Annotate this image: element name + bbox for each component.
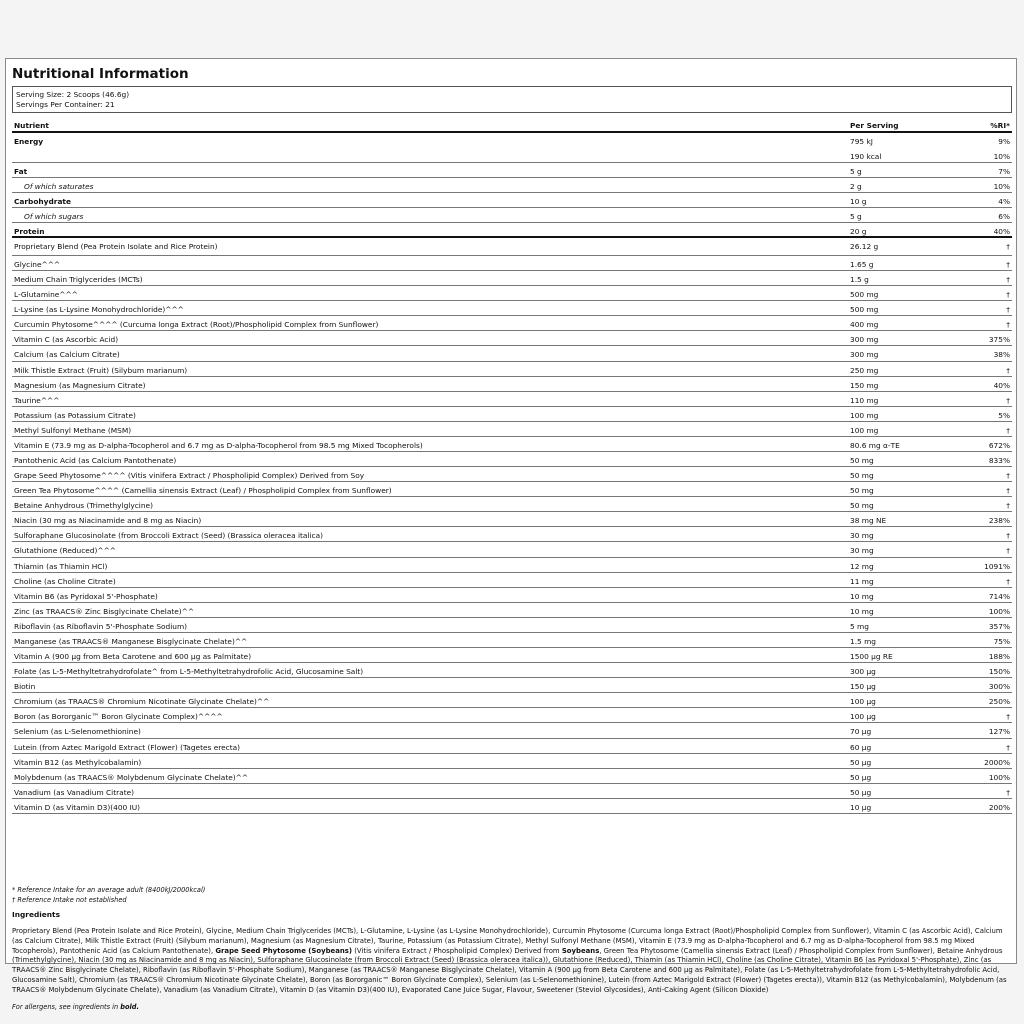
nutrient-serving: 100 mg — [850, 410, 879, 420]
nutrient-ri: 200% — [988, 802, 1010, 812]
header-per-serving: Per Serving — [850, 121, 899, 130]
nutrient-ri: † — [1006, 425, 1010, 435]
table-row — [12, 723, 1012, 738]
nutrient-name: Grape Seed Phytosome^^^^ (Vitis vinifera Extract / Phospholipid Complex) Derived from Soy — [14, 471, 365, 481]
nutrient-ri: 375% — [988, 335, 1010, 345]
nutrient-name: L-Lysine (as L-Lysine Monohydrochloride)^^^ — [14, 305, 184, 315]
nutrient-ri: † — [1006, 712, 1010, 722]
nutrient-name: Taurine^^^ — [14, 395, 60, 405]
nutrient-name: Vitamin E (73.9 mg as D-alpha-Tocopherol and 6.7 mg as D-alpha-Tocopherol from 98.5 mg Mixed Tocopherols) — [14, 440, 423, 450]
nutrient-name: L-Glutamine^^^ — [14, 290, 78, 300]
ingredient-rows — [12, 238, 1012, 814]
nutrient-ri: † — [1006, 395, 1010, 405]
table-row — [12, 452, 1012, 467]
page-title: Nutritional Information — [12, 66, 189, 82]
nutrient-name: Choline (as Choline Citrate) — [14, 576, 116, 586]
nutrient-ri: † — [1006, 260, 1010, 269]
footnote-reference-intake: * Reference Intake for an average adult (8400kJ/2000kcal) — [12, 886, 206, 894]
nutrient-ri: † — [1006, 242, 1010, 251]
nutrition-table — [12, 119, 1012, 814]
nutrient-ri: † — [1006, 305, 1010, 315]
nutrient-serving: 300 μg — [850, 667, 876, 677]
nutrient-ri: 1091% — [984, 561, 1010, 571]
nutrient-ri: 2000% — [984, 757, 1010, 767]
nutrient-serving: 150 mg — [850, 380, 879, 390]
servings-per-container: Servings Per Container: 21 — [16, 100, 115, 109]
nutrient-ri: † — [1006, 546, 1010, 556]
nutrient-ri: 127% — [988, 727, 1010, 737]
nutrient-serving: 300 mg — [850, 335, 879, 345]
allergen-prefix: For allergens, see ingredients in — [12, 1003, 121, 1011]
nutrient-ri: 238% — [988, 516, 1010, 526]
nutrient-name: Energy — [14, 137, 44, 146]
table-row — [12, 708, 1012, 723]
table-row — [12, 392, 1012, 407]
nutrient-ri: 75% — [993, 636, 1010, 646]
table-row — [12, 482, 1012, 497]
nutrient-name: Niacin (30 mg as Niacinamide and 8 mg as Niacin) — [14, 516, 202, 526]
nutrient-name: Biotin — [14, 682, 36, 692]
table-row — [12, 422, 1012, 437]
allergen-note — [12, 1003, 139, 1011]
table-row — [12, 256, 1012, 271]
table-row — [12, 377, 1012, 392]
nutrient-name: Zinc (as TRAACS® Zinc Bisglycinate Chelate)^^ — [14, 606, 195, 616]
nutrient-ri: 100% — [988, 772, 1010, 782]
nutrient-ri: † — [1006, 501, 1010, 511]
nutrient-name: Selenium (as L-Selenomethionine) — [14, 727, 141, 737]
nutrient-name: Curcumin Phytosome^^^^ (Curcuma longa Extract (Root)/Phospholipid Complex from Sunflower) — [14, 320, 379, 330]
nutrient-name: Proprietary Blend (Pea Protein Isolate and Rice Protein) — [14, 242, 218, 251]
nutrient-ri: † — [1006, 320, 1010, 330]
nutrient-name: Medium Chain Triglycerides (MCTs) — [14, 275, 143, 285]
nutrient-name: Molybdenum (as TRAACS® Molybdenum Glycinate Chelate)^^ — [14, 772, 249, 782]
nutrient-ri: 7% — [998, 167, 1010, 176]
table-row — [12, 633, 1012, 648]
table-row-protein — [12, 223, 1012, 238]
nutrient-ri: 150% — [988, 667, 1010, 677]
nutrient-serving: 50 mg — [850, 471, 874, 481]
table-row — [12, 558, 1012, 573]
nutrient-serving: 60 μg — [850, 742, 872, 752]
nutrient-serving: 500 mg — [850, 290, 879, 300]
nutrient-serving: 5 g — [850, 167, 862, 176]
nutrient-serving: 10 μg — [850, 802, 872, 812]
nutrition-panel — [5, 58, 1017, 1011]
nutrient-name: Betaine Anhydrous (Trimethylglycine) — [14, 501, 153, 511]
table-row-sugars — [12, 208, 1012, 223]
nutrient-serving: 795 kJ — [850, 137, 873, 146]
table-row — [12, 784, 1012, 799]
table-row — [12, 648, 1012, 663]
footnote-not-established: † Reference Intake not established — [12, 896, 127, 904]
nutrient-name: Glycine^^^ — [14, 260, 61, 269]
ingredients-part-2: (Vitis vinifera Extract / Phospholipid Complex) Derived from — [352, 946, 562, 955]
nutrient-ri: 9% — [998, 137, 1010, 146]
table-row — [12, 286, 1012, 301]
nutrient-name: Carbohydrate — [14, 197, 71, 206]
nutrient-ri: 10% — [993, 182, 1010, 191]
nutrient-ri: † — [1006, 365, 1010, 375]
table-row — [12, 603, 1012, 618]
nutrient-serving: 1500 μg RE — [850, 652, 893, 662]
nutrient-serving: 190 kcal — [850, 152, 882, 161]
nutrient-serving: 5 mg — [850, 621, 869, 631]
nutrient-serving: 100 μg — [850, 697, 876, 707]
nutrient-name: Of which sugars — [24, 212, 84, 221]
nutrient-name: Vitamin B12 (as Methylcobalamin) — [14, 757, 142, 767]
nutrient-ri: † — [1006, 787, 1010, 797]
nutrient-name: Pantothenic Acid (as Calcium Pantothenate) — [14, 456, 177, 466]
nutrient-ri: † — [1006, 742, 1010, 752]
nutrient-serving: 2 g — [850, 182, 862, 191]
table-row — [12, 362, 1012, 377]
nutrient-ri: 100% — [988, 606, 1010, 616]
nutrient-name: Calcium (as Calcium Citrate) — [14, 350, 120, 360]
ingredients-part-3: , Green Tea Phytosome (Camellia sinensis Extract (Leaf) / Phospholipid Complex from Sunflower), Betaine Anhydrous (Trimethylglycine), Niacin (30 mg as Niacinamide and 8 mg as Niacin), Sulforaphane Glucosinolate (from Broccoli Extract (Seed) (Brassica oleracea italica)), Glutathione (Reduced), Thiamin (as Thiamin HCl), Choline (as Choline Citrate), Vitamin B6 (as Pyridoxal 5'-Phosphate), Zinc (as TRAACS® Zinc Bisglycinate Chelate), Riboflavin (as Riboflavin 5'-Phosphate Sodium), Manganese (as TRAACS® Manganese Bisglycinate Chelate), Vitamin A (900 μg from Beta Carotene and 600 μg as Palmitate), Folate (as L-5-Methyltetrahydrofolate from L-5-Methyltetrahydrofolic Acid, Glucosamine Salt), Chromium (as TRAACS® Chromium Nicotinate Glycinate Chelate), Boron (as Bororganic™ Boron Glycinate Complex), Selenium (as L-Selenomethionine), Lutein (from Aztec Marigold Extract (Flower) (Tagetes erecta)), Vitamin B12 (as Methylcobalamin), Molybdenum (as TRAACS® Molybdenum Glycinate Chelate), Vanadium (as Vanadium Citrate), Vitamin D (as Vitamin D3)(400 IU), Evaporated Cane Juice Sugar, Flavour, Sweetener (Steviol Glycosides), Anti-Caking Agent (Silicon Dioxide) — [12, 946, 1007, 994]
table-row — [12, 769, 1012, 784]
nutrient-serving: 80.6 mg α-TE — [850, 440, 900, 450]
nutrient-serving: 10 g — [850, 197, 867, 206]
nutrient-serving: 50 μg — [850, 772, 872, 782]
nutrient-ri: 40% — [993, 380, 1010, 390]
nutrient-ri: 672% — [988, 440, 1010, 450]
nutrient-ri: 5% — [998, 410, 1010, 420]
nutrient-name: Potassium (as Potassium Citrate) — [14, 410, 136, 420]
ingredients-part-1: Proprietary Blend (Pea Protein Isolate and Rice Protein), Glycine, Medium Chain Triglycerides (MCTs), L-Glutamine, L-Lysine (as L-Lysine Monohydrochloride), Curcumin Phytosome (Curcuma longa Extract (Root)/Phospholipid Complex from Sunflower), Vitamin C (as Ascorbic Acid), Calcium (as Calcium Citrate), Milk Thistle Extract (Fruit) (Silybum marianum), Magnesium (as Magnesium Citrate), Taurine, Potassium (as Potassium Citrate), Methyl Sulfonyl Methane (MSM), Vitamin E (73.9 mg as D-alpha-Tocopherol and 6.7 mg as D-alpha-Tocopherol from 98.5 mg Mixed Tocopherols), Pantothenic Acid (as Calcium Pantothenate), — [12, 927, 1003, 955]
nutrient-serving: 5 g — [850, 212, 862, 221]
nutrient-name: Folate (as L-5-Methyltetrahydrofolate^ from L-5-Methyltetrahydrofolic Acid, Glucosamine Salt) — [14, 667, 364, 677]
nutrient-serving: 12 mg — [850, 561, 874, 571]
nutrient-serving: 150 μg — [850, 682, 876, 692]
table-row — [12, 467, 1012, 482]
ingredients-title: Ingredients — [12, 910, 60, 919]
nutrient-serving: 1.5 g — [850, 275, 869, 285]
table-row — [12, 407, 1012, 422]
nutrient-ri: 40% — [993, 227, 1010, 236]
table-row — [12, 739, 1012, 754]
nutrient-serving: 100 mg — [850, 425, 879, 435]
table-row — [12, 573, 1012, 588]
table-row-fat — [12, 163, 1012, 178]
nutrient-name: Green Tea Phytosome^^^^ (Camellia sinensis Extract (Leaf) / Phospholipid Complex from Sunflower) — [14, 486, 392, 496]
ingredients-allergen-1: Grape Seed Phytosome (Soybeans) — [215, 946, 353, 955]
nutrient-name: Magnesium (as Magnesium Citrate) — [14, 380, 146, 390]
nutrient-ri: 188% — [988, 652, 1010, 662]
table-row — [12, 331, 1012, 346]
nutrient-name: Sulforaphane Glucosinolate (from Broccoli Extract (Seed) (Brassica oleracea italica) — [14, 531, 324, 541]
nutrient-name: Vanadium (as Vanadium Citrate) — [14, 787, 135, 797]
nutrient-name: Vitamin A (900 μg from Beta Carotene and 600 μg as Palmitate) — [14, 652, 252, 662]
nutrient-serving: 300 mg — [850, 350, 879, 360]
table-row — [12, 542, 1012, 557]
nutrient-ri: 6% — [998, 212, 1010, 221]
nutrient-serving: 250 mg — [850, 365, 879, 375]
nutrient-serving: 100 μg — [850, 712, 876, 722]
table-row — [12, 693, 1012, 708]
nutrient-serving: 10 mg — [850, 606, 874, 616]
nutrient-ri: † — [1006, 471, 1010, 481]
nutrient-serving: 30 mg — [850, 546, 874, 556]
nutrient-serving: 26.12 g — [850, 242, 879, 251]
nutrient-name: Lutein (from Aztec Marigold Extract (Flower) (Tagetes erecta) — [14, 742, 241, 752]
nutrient-serving: 50 mg — [850, 486, 874, 496]
nutrient-serving: 20 g — [850, 227, 867, 236]
nutrient-ri: † — [1006, 275, 1010, 285]
table-row-carbohydrate — [12, 193, 1012, 208]
nutrient-ri: 38% — [993, 350, 1010, 360]
serving-info-box — [12, 86, 1012, 113]
nutrient-ri: 250% — [988, 697, 1010, 707]
table-row — [12, 301, 1012, 316]
table-header — [12, 119, 1012, 133]
allergen-bold: bold. — [120, 1003, 139, 1011]
table-row — [12, 527, 1012, 542]
table-row — [12, 754, 1012, 769]
nutrient-name: Riboflavin (as Riboflavin 5'-Phosphate Sodium) — [14, 621, 188, 631]
table-row — [12, 663, 1012, 678]
nutrient-serving: 38 mg NE — [850, 516, 887, 526]
nutrient-name: Protein — [14, 227, 45, 236]
nutrient-serving: 70 μg — [850, 727, 872, 737]
nutrient-name: Chromium (as TRAACS® Chromium Nicotinate Glycinate Chelate)^^ — [14, 697, 270, 707]
nutrient-serving: 1.5 mg — [850, 636, 876, 646]
nutrient-name: Milk Thistle Extract (Fruit) (Silybum marianum) — [14, 365, 188, 375]
nutrient-name: Glutathione (Reduced)^^^ — [14, 546, 116, 556]
table-row-energy-kj — [12, 133, 1012, 148]
table-row — [12, 512, 1012, 527]
table-row — [12, 346, 1012, 361]
nutrient-ri: † — [1006, 576, 1010, 586]
header-nutrient: Nutrient — [14, 121, 49, 130]
nutrient-serving: 11 mg — [850, 576, 874, 586]
table-row — [12, 437, 1012, 452]
table-row — [12, 238, 1012, 256]
nutrient-ri: 357% — [988, 621, 1010, 631]
nutrient-ri: † — [1006, 486, 1010, 496]
nutrient-serving: 1.65 g — [850, 260, 874, 269]
nutrient-name: Vitamin D (as Vitamin D3)(400 IU) — [14, 802, 141, 812]
table-row-saturates — [12, 178, 1012, 193]
table-row — [12, 316, 1012, 331]
nutrient-name: Thiamin (as Thiamin HCl) — [14, 561, 108, 571]
nutrient-name: Of which saturates — [24, 182, 94, 191]
nutrient-serving: 50 mg — [850, 456, 874, 466]
footnotes — [12, 885, 205, 905]
nutrient-serving: 400 mg — [850, 320, 879, 330]
nutrient-ri: 300% — [988, 682, 1010, 692]
table-row — [12, 497, 1012, 512]
nutrient-serving: 110 mg — [850, 395, 879, 405]
serving-size: Serving Size: 2 Scoops (46.6g) — [16, 90, 130, 99]
nutrient-name: Fat — [14, 167, 28, 176]
nutrient-ri: 833% — [988, 456, 1010, 466]
table-row — [12, 271, 1012, 286]
ingredients-allergen-2: Soybeans — [561, 946, 600, 955]
nutrient-serving: 500 mg — [850, 305, 879, 315]
header-ri: %RI* — [990, 121, 1010, 130]
nutrient-name: Manganese (as TRAACS® Manganese Bisglycinate Chelate)^^ — [14, 636, 248, 646]
nutrient-serving: 50 μg — [850, 787, 872, 797]
table-row — [12, 678, 1012, 693]
ingredients-text — [12, 927, 1012, 996]
nutrient-name: Vitamin B6 (as Pyridoxal 5'-Phosphate) — [14, 591, 158, 601]
table-row — [12, 799, 1012, 814]
nutrient-ri: 4% — [998, 197, 1010, 206]
table-row-energy-kcal — [12, 148, 1012, 163]
nutrient-serving: 50 μg — [850, 757, 872, 767]
nutrient-name: Vitamin C (as Ascorbic Acid) — [14, 335, 119, 345]
nutrient-name: Boron (as Bororganic™ Boron Glycinate Complex)^^^^ — [14, 712, 223, 722]
nutrient-serving: 50 mg — [850, 501, 874, 511]
nutrient-ri: † — [1006, 531, 1010, 541]
nutrient-ri: 10% — [993, 152, 1010, 161]
nutrient-ri: 714% — [988, 591, 1010, 601]
nutrient-name: Methyl Sulfonyl Methane (MSM) — [14, 425, 132, 435]
nutrient-ri: † — [1006, 290, 1010, 300]
nutrient-serving: 30 mg — [850, 531, 874, 541]
table-row — [12, 588, 1012, 603]
nutrient-serving: 10 mg — [850, 591, 874, 601]
table-row — [12, 618, 1012, 633]
